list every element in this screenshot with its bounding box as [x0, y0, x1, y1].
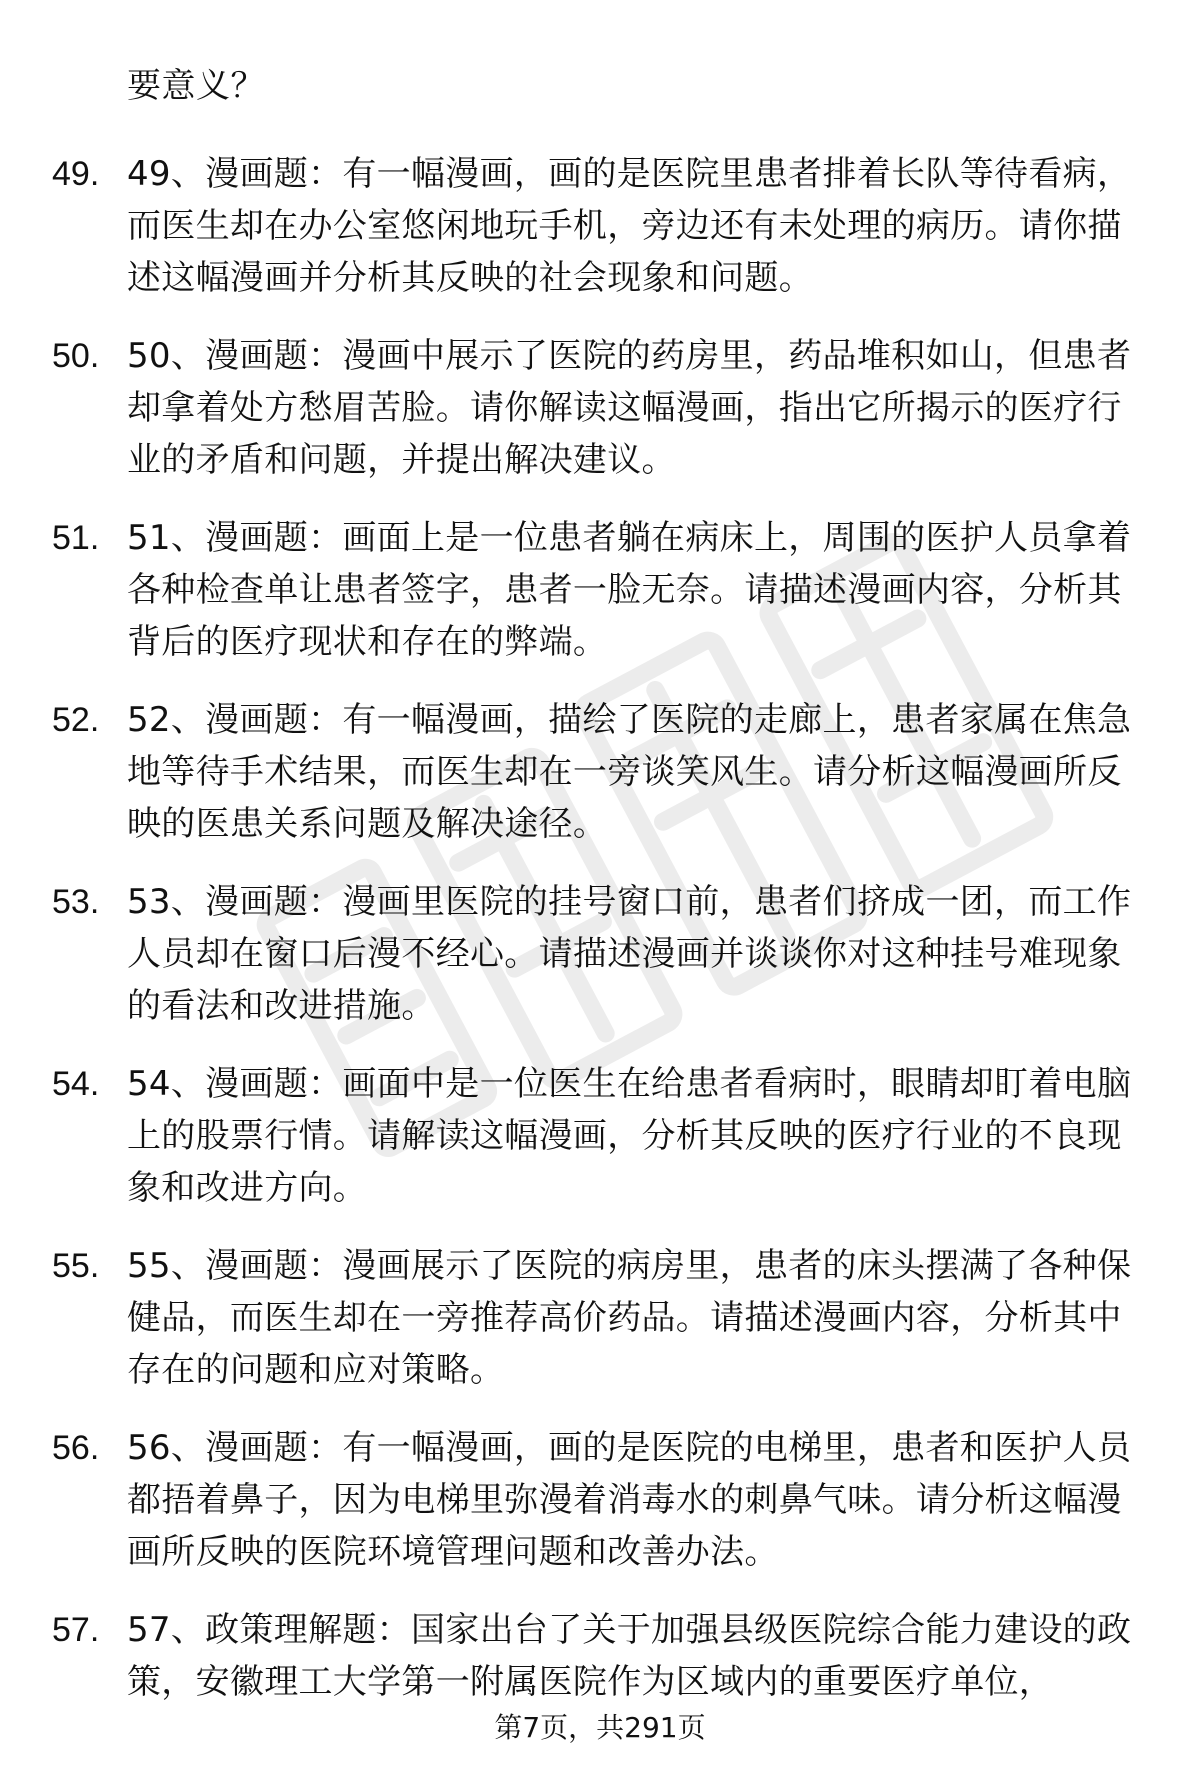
- question-item: [0, 148, 1200, 330]
- question-item: [0, 330, 1200, 512]
- question-number: 54.: [52, 1065, 100, 1103]
- question-text: 49、漫画题：有一幅漫画，画的是医院里患者排着长队等待看病，而医生却在办公室悠闲地玩手机，旁边还有未处理的病历。请你描述这幅漫画并分析其反映的社会现象和问题。: [127, 154, 1132, 298]
- question-number: 50.: [52, 337, 100, 375]
- question-number: 57.: [52, 1611, 100, 1649]
- question-text: 54、漫画题：画面中是一位医生在给患者看病时，眼睛却盯着电脑上的股票行情。请解读这幅漫画，分析其反映的医疗行业的不良现象和改进方向。: [127, 1064, 1132, 1208]
- question-item: [0, 1058, 1200, 1240]
- question-text: 56、漫画题：有一幅漫画，画的是医院的电梯里，患者和医护人员都捂着鼻子，因为电梯里弥漫着消毒水的刺鼻气味。请分析这幅漫画所反映的医院环境管理问题和改善办法。: [127, 1428, 1132, 1572]
- question-number: 56.: [52, 1429, 100, 1467]
- question-item: [0, 876, 1200, 1058]
- question-item: [0, 1604, 1200, 1786]
- question-number: 55.: [52, 1247, 100, 1285]
- question-number: 52.: [52, 701, 100, 739]
- question-number: 53.: [52, 883, 100, 921]
- question-text: 57、政策理解题：国家出台了关于加强县级医院综合能力建设的政策，安徽理工大学第一附属医院作为区域内的重要医疗单位，: [127, 1610, 1132, 1702]
- page-footer: 第7页，共291页: [494, 1711, 706, 1744]
- question-text: 52、漫画题：有一幅漫画，描绘了医院的走廊上，患者家属在焦急地等待手术结果，而医生却在一旁谈笑风生。请分析这幅漫画所反映的医患关系问题及解决途径。: [127, 700, 1132, 844]
- question-text: 51、漫画题：画面上是一位患者躺在病床上，周围的医护人员拿着各种检查单让患者签字，患者一脸无奈。请描述漫画内容，分析其背后的医疗现状和存在的弊端。: [127, 518, 1132, 662]
- question-list: [0, 148, 1200, 1786]
- question-text: 55、漫画题：漫画展示了医院的病房里，患者的床头摆满了各种保健品，而医生却在一旁推荐高价药品。请描述漫画内容，分析其中存在的问题和应对策略。: [127, 1246, 1132, 1390]
- question-number: 49.: [52, 155, 100, 193]
- question-item: [0, 694, 1200, 876]
- question-text: 50、漫画题：漫画中展示了医院的药房里，药品堆积如山，但患者却拿着处方愁眉苦脸。请你解读这幅漫画，指出它所揭示的医疗行业的矛盾和问题，并提出解决建议。: [127, 336, 1132, 480]
- question-item: [0, 1422, 1200, 1604]
- question-number: 51.: [52, 519, 100, 557]
- question-text: 53、漫画题：漫画里医院的挂号窗口前，患者们挤成一团，而工作人员却在窗口后漫不经心。请描述漫画并谈谈你对这种挂号难现象的看法和改进措施。: [127, 882, 1132, 1026]
- continuation-text: 要意义？: [127, 66, 265, 106]
- question-item: [0, 1240, 1200, 1422]
- question-item: [0, 512, 1200, 694]
